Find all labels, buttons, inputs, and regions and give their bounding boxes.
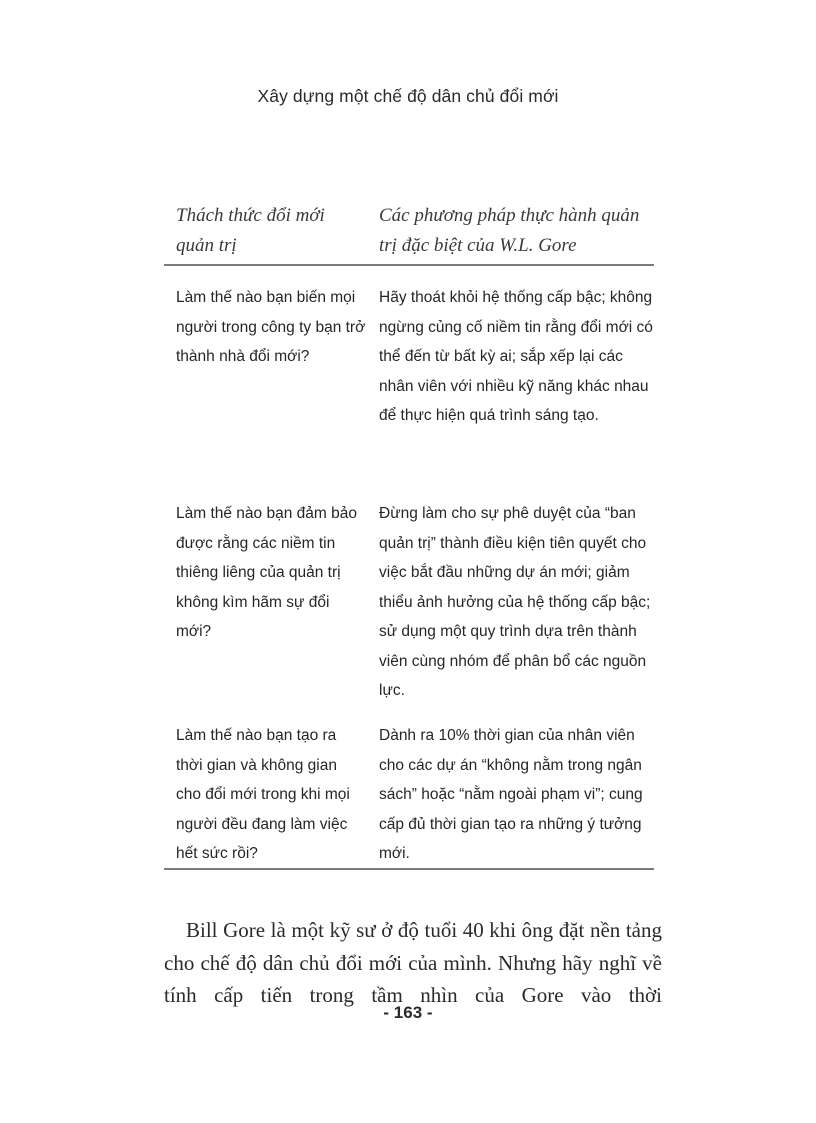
row-challenge: Làm thế nào bạn đảm bảo được rằng các niềm tin thiêng liêng của quản trị không kìm hãm sự đổi mới? bbox=[176, 505, 357, 640]
body-paragraph: Bill Gore là một kỹ sư ở độ tuổi 40 khi ông đặt nền tảng cho chế độ dân chủ đổi mới của mình. Nhưng hãy nghĩ về tính cấp tiến trong tầm nhìn của Gore vào thời bbox=[164, 918, 662, 1007]
row-practice: Dành ra 10% thời gian của nhân viên cho các dự án “không nằm trong ngân sách” hoặc “nằm ngoài phạm vi”; cung cấp đủ thời gian tạo ra những ý tưởng mới. bbox=[379, 727, 643, 862]
table-row bbox=[164, 721, 654, 870]
table-row bbox=[164, 283, 654, 499]
row-challenge: Làm thế nào bạn biến mọi người trong công ty bạn trở thành nhà đổi mới? bbox=[176, 289, 366, 365]
row-practice: Đừng làm cho sự phê duyệt của “ban quản trị” thành điều kiện tiên quyết cho việc bắt đầu những dự án mới; giảm thiểu ảnh hưởng của hệ thống cấp bậc; sử dụng một quy trình dựa trên thành viên cùng nhóm để phân bổ các nguồn lực. bbox=[379, 505, 651, 699]
running-header: Xây dựng một chế độ dân chủ đổi mới bbox=[257, 86, 559, 106]
header-challenge: Thách thức đổi mới quản trị bbox=[176, 205, 325, 256]
table-header bbox=[164, 196, 654, 266]
comparison-table bbox=[164, 196, 654, 870]
row-challenge: Làm thế nào bạn tạo ra thời gian và không gian cho đổi mới trong khi mọi người đều đang làm việc hết sức rồi? bbox=[176, 727, 350, 862]
table-row bbox=[164, 499, 654, 721]
page-number: - 163 - bbox=[383, 1003, 433, 1022]
header-practice: Các phương pháp thực hành quản trị đặc biệt của W.L. Gore bbox=[379, 205, 640, 256]
row-practice: Hãy thoát khỏi hệ thống cấp bậc; không ngừng củng cố niềm tin rằng đổi mới có thể đến từ bất kỳ ai; sắp xếp lại các nhân viên với nhiều kỹ năng khác nhau để thực hiện quá trình sáng tạo. bbox=[379, 289, 653, 424]
